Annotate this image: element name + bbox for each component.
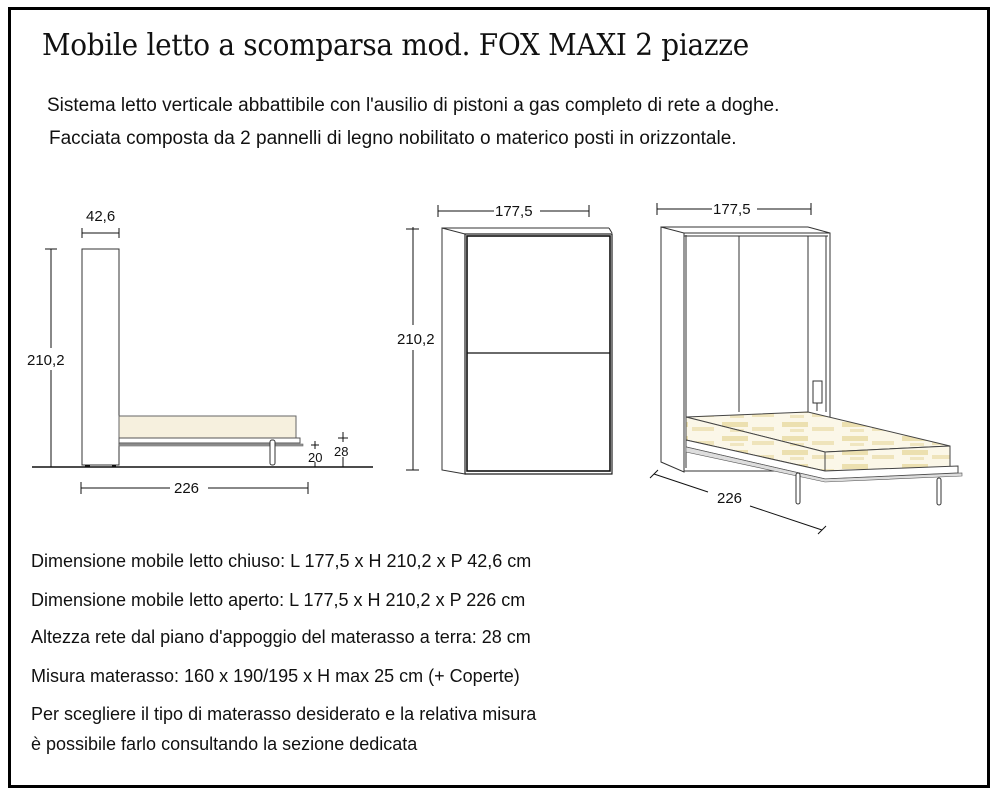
label-height-front: 210,2 <box>397 331 435 348</box>
label-depth-open: 226 <box>717 490 743 507</box>
spec-mattress-note-line-1: Per scegliere il tipo di materasso desiderato e la relativa misura <box>31 704 537 724</box>
spec-mattress-size: Misura materasso: 160 x 190/195 x H max 25 cm (+ Coperte) <box>31 666 520 686</box>
intro-line-1: Sistema letto verticale abbattibile con l'ausilio di pistoni a gas completo di rete a doghe. <box>47 95 780 116</box>
label-width-open: 177,5 <box>713 201 751 218</box>
spec-open-dimensions: Dimensione mobile letto aperto: L 177,5 x H 210,2 x P 226 cm <box>31 590 526 610</box>
label-depth-open-side: 226 <box>174 480 200 497</box>
spec-net-height: Altezza rete dal piano d'appoggio del materasso a terra: 28 cm <box>31 627 531 647</box>
spec-closed-dimensions: Dimensione mobile letto chiuso: L 177,5 x H 210,2 x P 42,6 cm <box>31 551 532 571</box>
front-closed-drawing <box>406 205 612 474</box>
label-net-height: 28 <box>334 444 349 459</box>
bed-leg <box>270 440 275 465</box>
mattress-side <box>119 416 296 438</box>
label-height-side: 210,2 <box>27 352 65 369</box>
label-width-closed: 177,5 <box>495 203 533 220</box>
intro-line-2: Facciata composta da 2 pannelli di legno nobilitato o materico posti in orizzontale. <box>49 128 737 149</box>
page-title: Mobile letto a scomparsa mod. FOX MAXI 2 piazze <box>42 28 749 63</box>
bed-leg-front <box>796 473 800 504</box>
label-leg-height: 20 <box>308 450 323 465</box>
spec-mattress-note-line-2: è possibile farlo consultando la sezione dedicata <box>31 734 418 754</box>
bed-leg-back <box>937 478 941 505</box>
gas-piston <box>813 381 822 403</box>
cabinet-side <box>82 249 119 465</box>
label-depth-closed: 42,6 <box>86 208 116 225</box>
front-open-drawing <box>650 203 962 534</box>
